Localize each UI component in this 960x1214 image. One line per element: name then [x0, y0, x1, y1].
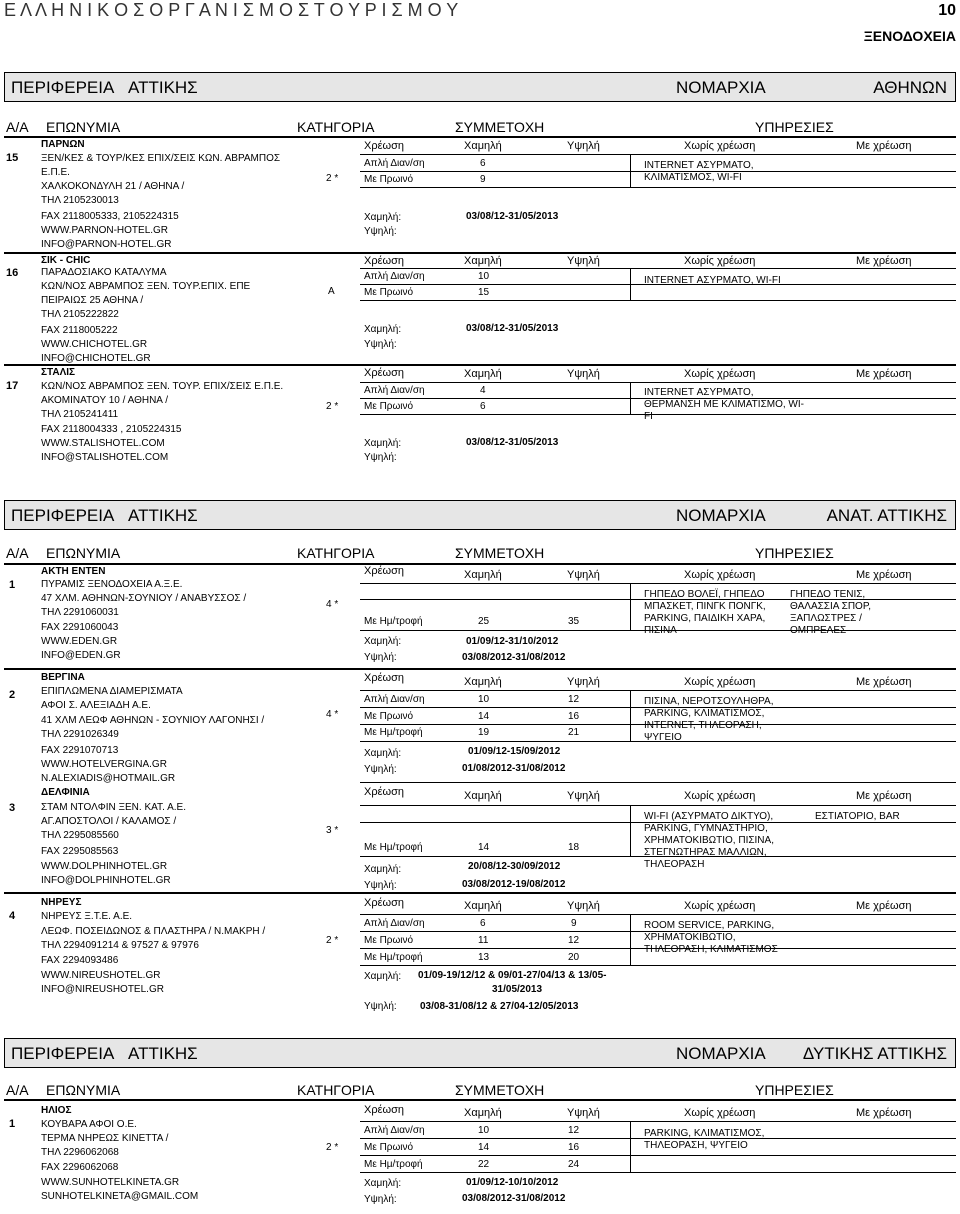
low-period-line-1: 01/09-19/12/12 & 09/01-27/04/13 & 13/05- — [418, 970, 607, 981]
page-number: 10 — [938, 2, 956, 19]
hotel-address: ΠΕΙΡΑΙΩΣ 25 ΑΘΗΝΑ / — [41, 295, 144, 306]
rule — [360, 690, 956, 691]
hotel-phone: ΤΗΛ 2105230013 — [41, 195, 119, 206]
hotel-fax: FAX 2291070713 — [41, 745, 119, 756]
col-services: ΥΠΗΡΕΣΙΕΣ — [755, 545, 834, 561]
rule — [360, 187, 956, 188]
row-divider — [4, 668, 956, 670]
hotel-address: ΑΚΟΜΙΝΑΤΟΥ 10 / ΑΘΗΝΑ / — [41, 395, 168, 406]
services-free: INTERNET ΑΣΥΡΜΑΤΟ, ΘΕΡΜΑΝΣΗ ΜΕ ΚΛΙΜΑΤΙΣΜΟ, WI-FI — [644, 387, 804, 422]
with-charge-label: Με χρέωση — [856, 676, 912, 688]
services-free: PARKING, ΚΛΙΜΑΤΙΣΜΟΣ, ΤΗΛΕΟΡΑΣΗ, ΨΥΓΕΙΟ — [644, 1128, 765, 1151]
prefecture-label: ΝΟΜΑΡΧΙΑ — [676, 1044, 766, 1063]
hotel-website[interactable]: WWW.SUNHOTELKINETA.GR — [41, 1177, 180, 1188]
col-aa: Α/Α — [6, 1082, 29, 1098]
hotel-address: ΑΓ.ΑΠΟΣΤΟΛΟΙ / ΚΑΛΑΜΟΣ / — [41, 816, 177, 827]
low-label: Χαμηλή — [464, 790, 502, 802]
half-board-label: Με Ημ/τροφή — [364, 952, 423, 963]
rule — [360, 1121, 956, 1122]
region-label: ΠΕΡΙΦΕΡΕΙΑ — [11, 506, 115, 525]
services-free: ΠΙΣΙΝΑ, ΝΕΡΟΤΣΟΥΛΗΘΡΑ, PARKING, ΚΛΙΜΑΤΙΣΜΟΣ, INTERNET, ΤΗΛΕΟΡΑΣΗ, ΨΥΓΕΙΟ — [644, 696, 774, 743]
high-period-label: Υψηλή: — [364, 652, 397, 663]
divider — [630, 691, 631, 741]
hotel-aa: 17 — [6, 380, 19, 392]
room-only-low: 10 — [478, 271, 490, 282]
col-participation: ΣΥΜΜΕΤΟΧΗ — [455, 119, 545, 135]
hotel-phone: ΤΗΛ 2291026349 — [41, 729, 119, 740]
hotel-aa: 4 — [9, 910, 16, 922]
col-name: ΕΠΩΝΥΜΙΑ — [46, 545, 121, 561]
hotel-category: Α — [328, 286, 335, 297]
half-board-label: Με Ημ/τροφή — [364, 616, 423, 627]
low-period-label: Χαμηλή: — [364, 748, 402, 759]
room-only-label: Απλή Διαν/ση — [364, 271, 425, 282]
high-label: Υψηλή — [567, 676, 600, 688]
low-period: 20/08/12-30/09/2012 — [468, 861, 561, 872]
col-services: ΥΠΗΡΕΣΙΕΣ — [755, 1082, 834, 1098]
col-aa: Α/Α — [6, 119, 29, 135]
low-label: Χαμηλή — [464, 900, 502, 912]
with-charge-label: Με χρέωση — [856, 790, 912, 802]
charge-label: Χρέωση — [364, 897, 404, 909]
high-label: Υψηλή — [567, 790, 600, 802]
hotel-email[interactable]: N.ALEXIADIS@HOTMAIL.GR — [41, 773, 176, 784]
high-period-label: Υψηλή: — [364, 226, 397, 237]
col-category: ΚΑΤΗΓΟΡΙΑ — [297, 119, 375, 135]
region-banner — [4, 72, 956, 102]
hotel-address: ΤΕΡΜΑ ΝΗΡΕΩΣ ΚΙΝΕΤΤΑ / — [41, 1133, 169, 1144]
hotel-name: ΝΗΡΕΥΣ — [41, 897, 82, 908]
hotel-email[interactable]: INFO@STALISHOTEL.COM — [41, 452, 169, 463]
hotel-category: 3 * — [326, 825, 339, 836]
prefecture-name: ΑΘΗΝΩΝ — [873, 78, 947, 97]
room-only-label: Απλή Διαν/ση — [364, 694, 425, 705]
high-period-label: Υψηλή: — [364, 452, 397, 463]
hotel-website[interactable]: WWW.HOTELVERGINA.GR — [41, 759, 167, 770]
divider — [630, 1122, 631, 1172]
breakfast-low: 14 — [478, 711, 490, 722]
high-period-label: Υψηλή: — [364, 339, 397, 350]
breakfast-label: Με Πρωινό — [364, 174, 414, 185]
low-label: Χαμηλή — [464, 140, 502, 152]
hotel-name: ΗΛΙΟΣ — [41, 1105, 72, 1116]
divider — [630, 155, 631, 187]
column-headers — [4, 1080, 956, 1100]
prefecture-label: ΝΟΜΑΡΧΙΑ — [676, 506, 766, 525]
high-period: 03/08/2012-31/08/2012 — [462, 652, 566, 663]
room-only-label: Απλή Διαν/ση — [364, 1125, 425, 1136]
divider — [630, 915, 631, 965]
room-only-low: 6 — [480, 918, 486, 929]
hotel-fax: FAX 2291060043 — [41, 622, 119, 633]
hotel-aa: 3 — [9, 802, 16, 814]
hotel-address: 41 ΧΛΜ ΛΕΩΦ ΑΘΗΝΩΝ - ΣΟΥΝΙΟΥ ΛΑΓΟΝΗΣΙ / — [41, 715, 265, 726]
column-headers — [4, 543, 956, 563]
divider — [630, 806, 631, 856]
half-board-label: Με Ημ/τροφή — [364, 1159, 423, 1170]
hotel-fax: FAX 2294093486 — [41, 955, 119, 966]
hotel-email[interactable]: INFO@DOLPHINHOTEL.GR — [41, 875, 171, 886]
services-paid: ΕΣΤΙΑΤΟΡΙΟ, BAR — [815, 811, 900, 822]
half-board-label: Με Ημ/τροφή — [364, 727, 423, 738]
divider — [630, 269, 631, 300]
services-free: ROOM SERVICE, PARKING, ΧΡΗΜΑΤΟΚΙΒΩΤΙΟ, ΤΗΛΕΟΡΑΣΗ, ΚΛΙΜΑΤΙΣΜΟΣ — [644, 920, 778, 955]
hotel-website[interactable]: WWW.STALISHOTEL.COM — [41, 438, 165, 449]
rule — [360, 382, 956, 383]
hotel-fax: FAX 2296062068 — [41, 1162, 119, 1173]
company-suffix: Ε.Π.Ε. — [41, 167, 70, 178]
hotel-category: 2 * — [326, 935, 339, 946]
region-label: ΠΕΡΙΦΕΡΕΙΑ — [11, 78, 115, 97]
low-label: Χαμηλή — [464, 255, 502, 267]
hotel-website[interactable]: WWW.DOLPHINHOTEL.GR — [41, 861, 168, 872]
col-participation: ΣΥΜΜΕΤΟΧΗ — [455, 1082, 545, 1098]
services-free: INTERNET ΑΣΥΡΜΑΤΟ, WI-FI — [644, 275, 781, 286]
breakfast-high: 16 — [568, 1142, 580, 1153]
room-only-low: 10 — [478, 694, 490, 705]
col-aa: Α/Α — [6, 545, 29, 561]
company-name-2: ΑΦΟΙ Σ. ΑΛΕΞΙΑΔΗ Α.Ε. — [41, 700, 151, 711]
high-period-label: Υψηλή: — [364, 880, 397, 891]
hotel-phone: ΤΗΛ 2294091214 & 97527 & 97976 — [41, 940, 199, 951]
company-name-2: ΚΩΝ/ΝΟΣ ΑΒΡΑΜΠΟΣ ΞΕΝ. ΤΟΥΡ.ΕΠΙΧ. ΕΠΕ — [41, 281, 251, 292]
high-period-label: Υψηλή: — [364, 1194, 397, 1205]
half-board-high: 24 — [568, 1159, 580, 1170]
header-divider — [4, 136, 956, 138]
low-period: 01/09/12-31/10/2012 — [466, 636, 559, 647]
company-name: ΚΩΝ/ΝΟΣ ΑΒΡΑΜΠΟΣ ΞΕΝ. ΤΟΥΡ. ΕΠΙΧ/ΣΕΙΣ Ε.Π.Ε. — [41, 381, 284, 392]
room-only-label: Απλή Διαν/ση — [364, 918, 425, 929]
hotel-category: 2 * — [326, 173, 339, 184]
high-label: Υψηλή — [567, 140, 600, 152]
high-period: 03/08/2012-31/08/2012 — [462, 1193, 566, 1204]
rule — [360, 914, 956, 915]
hotel-aa: 16 — [6, 267, 19, 279]
no-charge-label: Χωρίς χρέωση — [684, 790, 756, 802]
low-period: 03/08/12-31/05/2013 — [466, 437, 559, 448]
hotel-website[interactable]: WWW.PARNON-HOTEL.GR — [41, 225, 169, 236]
region-banner — [4, 1038, 956, 1068]
charge-label: Χρέωση — [364, 786, 404, 798]
half-board-low: 19 — [478, 727, 490, 738]
hotel-category: 2 * — [326, 1142, 339, 1153]
low-label: Χαμηλή — [464, 368, 502, 380]
hotel-category: 4 * — [326, 599, 339, 610]
with-charge-label: Με χρέωση — [856, 255, 912, 267]
room-only-high: 12 — [568, 1125, 580, 1136]
row-divider — [4, 892, 956, 894]
with-charge-label: Με χρέωση — [856, 1107, 912, 1119]
half-board-low: 14 — [478, 842, 490, 853]
high-label: Υψηλή — [567, 569, 600, 581]
breakfast-low: 15 — [478, 287, 490, 298]
breakfast-low: 14 — [478, 1142, 490, 1153]
company-name: ΠΑΡΑΔΟΣΙΑΚΟ ΚΑΤΑΛΥΜΑ — [41, 267, 167, 278]
breakfast-label: Με Πρωινό — [364, 401, 414, 412]
hotel-name: ΑΚΤΗ ΕΝΤΕΝ — [41, 566, 106, 577]
room-only-low: 6 — [480, 158, 486, 169]
hotel-website[interactable]: WWW.EDEN.GR — [41, 636, 118, 647]
low-period: 03/08/12-31/05/2013 — [466, 211, 559, 222]
rule — [360, 1155, 956, 1156]
services-paid: ΓΗΠΕΔΟ ΤΕΝΙΣ, ΘΑΛΑΣΣΙΑ ΣΠΟΡ, ΞΑΠΛΩΣΤΡΕΣ / ΟΜΠΡΕΛΕΣ — [790, 589, 872, 636]
hotel-address: 47 ΧΛΜ. ΑΘΗΝΩΝ-ΣΟΥΝΙΟΥ / ΑΝΑΒΥΣΣΟΣ / — [41, 593, 247, 604]
company-name: ΝΗΡΕΥΣ Ξ.Τ.Ε. Α.Ε. — [41, 911, 133, 922]
room-only-high: 9 — [571, 918, 577, 929]
rule — [360, 1172, 956, 1173]
header-divider — [4, 1099, 956, 1101]
charge-label: Χρέωση — [364, 672, 404, 684]
hotel-phone: ΤΗΛ 2105241411 — [41, 409, 119, 420]
high-period-label: Υψηλή: — [364, 1001, 397, 1012]
half-board-high: 35 — [568, 616, 580, 627]
high-period: 03/08-31/08/12 & 27/04-12/05/2013 — [420, 1001, 579, 1012]
high-period-label: Υψηλή: — [364, 764, 397, 775]
region-label: ΠΕΡΙΦΕΡΕΙΑ — [11, 1044, 115, 1063]
high-label: Υψηλή — [567, 900, 600, 912]
company-name: ΚΟΥΒΑΡΑ ΑΦΟΙ Ο.Ε. — [41, 1119, 137, 1130]
category-heading: ΞΕΝΟΔΟΧΕΙΑ — [863, 28, 956, 44]
low-period-label: Χαμηλή: — [364, 212, 402, 223]
low-period-label: Χαμηλή: — [364, 864, 402, 875]
rule — [360, 583, 956, 584]
high-label: Υψηλή — [567, 368, 600, 380]
room-only-low: 10 — [478, 1125, 490, 1136]
col-category: ΚΑΤΗΓΟΡΙΑ — [297, 545, 375, 561]
company-name: ΠΥΡΑΜΙΣ ΞΕΝΟΔΟΧΕΙΑ Α.Ξ.Ε. — [41, 579, 183, 590]
low-label: Χαμηλή — [464, 676, 502, 688]
hotel-email[interactable]: INFO@PARNON-HOTEL.GR — [41, 239, 172, 250]
no-charge-label: Χωρίς χρέωση — [684, 569, 756, 581]
high-label: Υψηλή — [567, 255, 600, 267]
services-free: ΓΗΠΕΔΟ ΒΟΛΕΪ, ΓΗΠΕΔΟ ΜΠΑΣΚΕΤ, ΠΙΝΓΚ ΠΟΝΓΚ, PARKING, ΠΑΙΔΙΚΗ ΧΑΡΑ, ΠΙΣΙΝΑ — [644, 589, 766, 636]
hotel-aa: 1 — [9, 579, 16, 591]
rule — [360, 268, 956, 269]
breakfast-label: Με Πρωινό — [364, 935, 414, 946]
prefecture-name: ΑΝΑΤ. ΑΤΤΙΚΗΣ — [826, 506, 947, 525]
high-period: 03/08/2012-19/08/2012 — [462, 879, 566, 890]
room-only-high: 12 — [568, 694, 580, 705]
hotel-aa: 2 — [9, 689, 16, 701]
region-name: ΑΤΤΙΚΗΣ — [128, 1044, 198, 1063]
hotel-name: ΔΕΛΦΙΝΙΑ — [41, 787, 90, 798]
room-only-label: Απλή Διαν/ση — [364, 158, 425, 169]
col-participation: ΣΥΜΜΕΤΟΧΗ — [455, 545, 545, 561]
breakfast-high: 16 — [568, 711, 580, 722]
low-period-line-2: 31/05/2013 — [492, 984, 543, 995]
divider — [630, 584, 631, 630]
low-period: 03/08/12-31/05/2013 — [466, 323, 559, 334]
hotel-aa: 1 — [9, 1118, 16, 1130]
hotel-website[interactable]: WWW.CHICHOTEL.GR — [41, 339, 148, 350]
hotel-fax: FAX 2118005333, 2105224315 — [41, 211, 179, 222]
divider — [630, 383, 631, 414]
hotel-email[interactable]: SUNHOTELKINETA@GMAIL.COM — [41, 1191, 199, 1202]
high-label: Υψηλή — [567, 1107, 600, 1119]
low-period-label: Χαμηλή: — [364, 636, 402, 647]
col-category: ΚΑΤΗΓΟΡΙΑ — [297, 1082, 375, 1098]
charge-label: Χρέωση — [364, 1104, 404, 1116]
hotel-phone: ΤΗΛ 2291060031 — [41, 607, 119, 618]
charge-label: Χρέωση — [364, 140, 404, 152]
charge-label: Χρέωση — [364, 367, 404, 379]
with-charge-label: Με χρέωση — [856, 140, 912, 152]
hotel-name: ΒΕΡΓΙΝΑ — [41, 672, 85, 683]
hotel-address: ΛΕΩΦ. ΠΟΣΕΙΔΩΝΟΣ & ΠΛΑΣΤΗΡΑ / Ν.ΜΑΚΡΗ / — [41, 926, 266, 937]
company-name: ΕΠΙΠΛΩΜΕΝΑ ΔΙΑΜΕΡΙΣΜΑΤΑ — [41, 686, 183, 697]
half-board-high: 21 — [568, 727, 580, 738]
low-label: Χαμηλή — [464, 569, 502, 581]
region-banner — [4, 500, 956, 530]
breakfast-low: 6 — [480, 401, 486, 412]
no-charge-label: Χωρίς χρέωση — [684, 676, 756, 688]
hotel-phone: ΤΗΛ 2105222822 — [41, 309, 119, 320]
low-period-label: Χαμηλή: — [364, 438, 402, 449]
no-charge-label: Χωρίς χρέωση — [684, 255, 756, 267]
rule — [360, 965, 956, 966]
charge-label: Χρέωση — [364, 565, 404, 577]
hotel-phone: ΤΗΛ 2296062068 — [41, 1147, 119, 1158]
rule — [360, 154, 956, 155]
services-free: INTERNET ΑΣΥΡΜΑΤΟ, ΚΛΙΜΑΤΙΣΜΟΣ, WI-FI — [644, 160, 754, 183]
hotel-aa: 15 — [6, 152, 19, 164]
row-divider — [4, 252, 956, 254]
rule — [360, 300, 956, 301]
with-charge-label: Με χρέωση — [856, 900, 912, 912]
region-name: ΑΤΤΙΚΗΣ — [128, 78, 198, 97]
hotel-email[interactable]: INFO@EDEN.GR — [41, 650, 121, 661]
breakfast-label: Με Πρωινό — [364, 287, 414, 298]
col-services: ΥΠΗΡΕΣΙΕΣ — [755, 119, 834, 135]
room-only-label: Απλή Διαν/ση — [364, 385, 425, 396]
rule — [360, 805, 956, 806]
half-board-low: 13 — [478, 952, 490, 963]
no-charge-label: Χωρίς χρέωση — [684, 368, 756, 380]
hotel-category: 2 * — [326, 401, 339, 412]
prefecture-label: ΝΟΜΑΡΧΙΑ — [676, 78, 766, 97]
half-board-low: 25 — [478, 616, 490, 627]
hotel-fax: FAX 2118004333 , 2105224315 — [41, 424, 182, 435]
no-charge-label: Χωρίς χρέωση — [684, 1107, 756, 1119]
hotel-phone: ΤΗΛ 2295085560 — [41, 830, 119, 841]
breakfast-low: 11 — [478, 935, 489, 946]
charge-label: Χρέωση — [364, 255, 404, 267]
with-charge-label: Με χρέωση — [856, 569, 912, 581]
low-period-label: Χαμηλή: — [364, 971, 402, 982]
breakfast-label: Με Πρωινό — [364, 1142, 414, 1153]
company-name: ΣΤΑΜ ΝΤΟΛΦΙΝ ΞΕΝ. ΚΑΤ. Α.Ε. — [41, 802, 186, 813]
low-label: Χαμηλή — [464, 1107, 502, 1119]
breakfast-label: Με Πρωινό — [364, 711, 414, 722]
low-period-label: Χαμηλή: — [364, 1178, 402, 1189]
hotel-email[interactable]: INFO@NIREUSHOTEL.GR — [41, 984, 164, 995]
col-name: ΕΠΩΝΥΜΙΑ — [46, 119, 121, 135]
hotel-email[interactable]: INFO@CHICHOTEL.GR — [41, 353, 151, 364]
no-charge-label: Χωρίς χρέωση — [684, 900, 756, 912]
hotel-fax: FAX 2295085563 — [41, 846, 119, 857]
half-board-high: 20 — [568, 952, 580, 963]
breakfast-high: 12 — [568, 935, 580, 946]
hotel-name: ΠΑΡΝΩΝ — [41, 139, 85, 150]
hotel-name: ΣΤΑΛΙΣ — [41, 367, 76, 378]
low-period: 01/09/12-10/10/2012 — [466, 1177, 559, 1188]
low-period-label: Χαμηλή: — [364, 324, 402, 335]
half-board-low: 22 — [478, 1159, 490, 1170]
prefecture-name: ΔΥΤΙΚΗΣ ΑΤΤΙΚΗΣ — [802, 1044, 947, 1063]
organization-title: Ε Λ Λ Η Ν Ι Κ Ο Σ Ο Ρ Γ Α Ν Ι Σ Μ Ο Σ Τ Ο Υ Ρ Ι Σ Μ Ο Υ — [4, 0, 459, 20]
low-period: 01/09/12-15/09/2012 — [468, 746, 561, 757]
company-name: ΞΕΝ/ΚΕΣ & ΤΟΥΡ/ΚΕΣ ΕΠΙΧ/ΣΕΙΣ ΚΩΝ. ΑΒΡΑΜΠΟΣ — [41, 153, 281, 164]
region-name: ΑΤΤΙΚΗΣ — [128, 506, 198, 525]
header-divider — [4, 563, 956, 565]
half-board-high: 18 — [568, 842, 580, 853]
room-only-low: 4 — [480, 385, 486, 396]
half-board-label: Με Ημ/τροφή — [364, 842, 423, 853]
services-free: WI-FI (ΑΣΥΡΜΑΤΟ ΔΙΚΤΥΟ), PARKING, ΓΥΜΝΑΣΤΗΡΙΟ, ΧΡΗΜΑΤΟΚΙΒΩΤΙΟ, ΠΙΣΙΝΑ, ΣΤΕΓΝΩΤΗΡΑΣ ΜΑΛΛΙΩΝ, ΤΗΛΕΟΡΑΣΗ — [644, 811, 774, 870]
hotel-fax: FAX 2118005222 — [41, 325, 118, 336]
high-period: 01/08/2012-31/08/2012 — [462, 763, 566, 774]
hotel-address: ΧΑΛΚΟΚΟΝΔΥΛΗ 21 / ΑΘΗΝΑ / — [41, 181, 185, 192]
col-name: ΕΠΩΝΥΜΙΑ — [46, 1082, 121, 1098]
hotel-category: 4 * — [326, 709, 339, 720]
hotel-name: ΣΙΚ - CHIC — [41, 255, 91, 266]
row-divider — [4, 364, 956, 366]
no-charge-label: Χωρίς χρέωση — [684, 140, 756, 152]
rule — [360, 782, 956, 783]
column-headers — [4, 117, 956, 137]
breakfast-low: 9 — [480, 174, 486, 185]
with-charge-label: Με χρέωση — [856, 368, 912, 380]
hotel-website[interactable]: WWW.NIREUSHOTEL.GR — [41, 970, 161, 981]
